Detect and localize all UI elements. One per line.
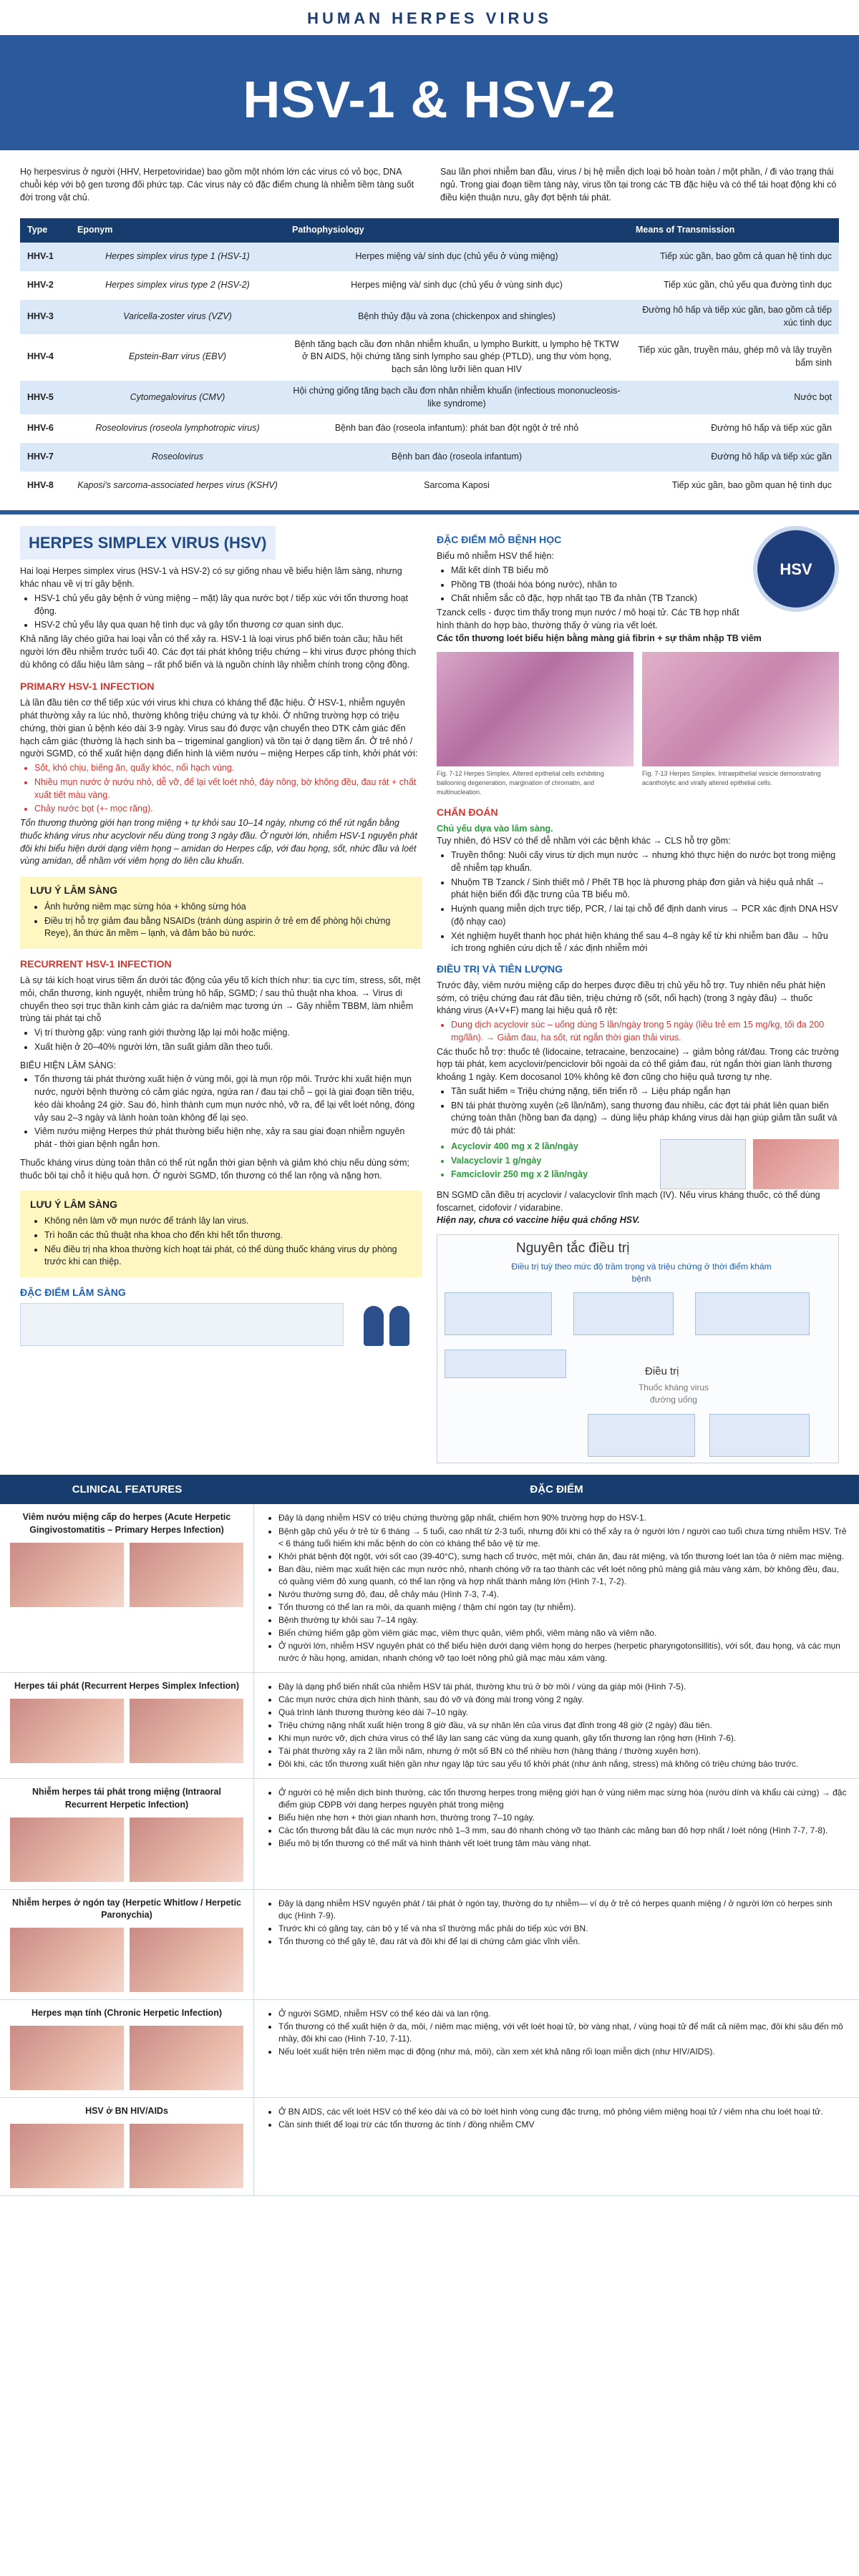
feature-item: • Cần sinh thiết để loại trừ các tổn thương ác tính / đồng nhiễm CMV <box>278 2119 848 2131</box>
table-row <box>20 334 839 381</box>
features-mini <box>20 1303 422 1346</box>
feature-label-cell <box>0 2000 254 2097</box>
feature-label-cell <box>0 1890 254 2000</box>
hsv-intro: Hai loại Herpes simplex virus (HSV-1 và HSV-2) có sự giống nhau về biểu hiện lâm sàng, nhưng khác nhau về vị trí gây bệnh. <box>20 566 402 590</box>
list-item: • Chất nhiễm sắc cô đặc, hợp nhất tạo TB đa nhân (TB Tzanck) <box>451 592 839 605</box>
table-cell: Cytomegalovirus (CMV) <box>70 381 285 415</box>
treatment-text-3: BN SGMD cần điều trị acyclovir / valacyclovir tĩnh mạch (IV). Nếu virus kháng thuốc, có thể dùng foscarnet, cidofovir / vidarabine. <box>437 1189 820 1213</box>
feature-item: • Nướu thường sưng đỏ, đau, dễ chảy máu (Hình 7-3, 7-4). <box>278 1589 848 1601</box>
table-row <box>20 472 839 500</box>
hsv-right-column <box>437 526 839 1463</box>
list-item: • Vị trí thường gặp: vùng ranh giới thường lặp lại môi hoặc miệng. <box>34 1027 422 1040</box>
diagnosis-list <box>437 849 839 955</box>
list-item: • Tần suất hiếm ≈ Triệu chứng nặng, tiến triển rõ → Liệu pháp ngắn hạn <box>451 1085 839 1098</box>
feature-item: • Ở người SGMD, nhiễm HSV có thể kéo dài và lan rộng. <box>278 2008 848 2020</box>
table-cell: HHV-8 <box>27 480 54 491</box>
treatment-text-2: Các thuốc hỗ trợ: thuốc tê (lidocaine, tetracaine, benzocaine) → giảm bỏng rát/đau. Trong các trường hợp tái phát, kem acyclovir/penciclovir bôi ngoài da có thể giảm đau, rút ngắn thời gian lành thương khoảng 1 ngày. Kem docosanol 10% không kê đơn cũng cho hiệu quả tương tự nhẹ. <box>437 1046 839 1083</box>
treatment-list-2 <box>437 1085 839 1138</box>
clinical-photo <box>10 2026 124 2090</box>
table-row <box>20 243 839 271</box>
feature-images <box>10 1699 243 1763</box>
clinical-photo <box>10 1818 124 1882</box>
feature-items <box>266 1787 848 1850</box>
feature-item: • Đây là dạng nhiễm HSV nguyên phát / tái phát ở ngón tay, thường do tự nhiễm— ví dụ ở trẻ có herpes quanh miệng / ở người lớn có herpes sinh dục (Hình 7-9). <box>278 1898 848 1922</box>
feature-item: • Đây là dạng phổ biến nhất của nhiễm HSV tái phát, thường khu trú ở bờ môi / vùng da giáp môi (Hình 7-5). <box>278 1681 848 1693</box>
table-cell: Sarcoma Kaposi <box>424 480 490 491</box>
histo-title: ĐẶC ĐIỂM MÔ BỆNH HỌC <box>437 534 562 546</box>
feature-row <box>0 1504 859 1672</box>
list-item: • HSV-2 chủ yếu lây qua quan hệ tình dục và gây tổn thương cơ quan sinh dục. <box>34 619 422 632</box>
hero-banner <box>0 0 859 150</box>
table-cell: Hội chứng giống tăng bạch cầu đơn nhân nhiễm khuẩn (infectious mononucleosis-like syndrome) <box>285 381 629 415</box>
table-cell: Tiếp xúc gần, bao gồm quan hệ tình dục <box>671 480 832 491</box>
table-row <box>20 381 839 415</box>
feature-items <box>266 1898 848 1948</box>
treatment-diagram <box>437 1234 839 1463</box>
recurrent-bullets <box>20 1027 422 1054</box>
feature-item: • Tổn thương có thể lan ra môi, da quanh miệng / thậm chí ngón tay (tự nhiễm). <box>278 1601 848 1614</box>
primary-title: PRIMARY HSV-1 INFECTION <box>20 680 155 693</box>
recurrent-signs-title: BIỂU HIỆN LÂM SÀNG: <box>20 1060 117 1070</box>
table-cell: Herpes miệng và/ sinh dục (chủ yếu ở vùng miệng) <box>285 243 629 271</box>
table-cell: Roseolovirus <box>70 443 285 472</box>
hsv-logo: HSV <box>753 526 839 612</box>
herpes-types-table <box>20 218 839 500</box>
list-item: • Không nên làm vỡ mụn nước để tránh lây lan virus. <box>44 1215 412 1228</box>
feature-item: • Bệnh gặp chủ yếu ở trẻ từ 6 tháng → 5 tuổi, cao nhất từ 2-3 tuổi, nhưng đôi khi có thể xảy ra ở người lớn / người cao tuổi chưa từng nhiễm HSV. Trẻ < 6 tháng tuổi hiếm khi mắc bệnh do còn có kháng thể bảo vệ từ mẹ. <box>278 1526 848 1550</box>
feature-detail-cell <box>254 2000 859 2097</box>
list-item: • Viêm nướu miệng Herpes thứ phát thường biểu hiện nhẹ, xảy ra sau giai đoạn nhiễm nguyên phát - thời gian bệnh ngắn hơn. <box>34 1126 422 1151</box>
diagram-box-6 <box>709 1414 810 1457</box>
hsv-title: HERPES SIMPLEX VIRUS (HSV) <box>20 526 276 560</box>
feature-images <box>10 1543 243 1607</box>
treatment-title: ĐIỀU TRỊ VÀ TIÊN LƯỢNG <box>437 963 563 975</box>
clinical-photo <box>130 1543 243 1607</box>
table-cell: Kaposi's sarcoma-associated herpes virus (KSHV) <box>77 480 278 491</box>
intro-right: Sau lần phơi nhiễm ban đầu, virus / bị hệ miễn dịch loại bỏ hoàn toàn / một phần, / đi vào trạng thái ngủ. Trong giai đoạn tiềm tàng này, virus tồn tại trong các TB đặc hiệu và có thể tái hoạt động khi có điều kiện thuận nưu, gây đợt bệnh tái phát. <box>440 167 837 203</box>
list-item: • Phồng TB (thoái hóa bóng nước), nhân to <box>451 579 839 592</box>
feature-item: • Đây là dạng nhiễm HSV có triệu chứng thường gặp nhất, chiếm hơn 90% trường hợp do HSV-1. <box>278 1512 848 1524</box>
feature-name: Viêm nướu miệng cấp do herpes (Acute Herpetic Gingivostomatitis – Primary Herpes Infection) <box>22 1512 231 1536</box>
table-row <box>20 414 839 443</box>
table-header: Pathophysiology <box>285 218 629 243</box>
clinical-note-2-title: LƯU Ý LÂM SÀNG <box>30 1199 118 1211</box>
feature-name: Nhiễm herpes ở ngón tay (Herpetic Whitlow / Herpetic Paronychia) <box>11 1897 242 1921</box>
hsv-bullets <box>20 592 422 632</box>
list-item: • Mất kết dính TB biểu mô <box>451 565 839 577</box>
clinical-note-1 <box>20 877 422 949</box>
histo-intro: Biểu mô nhiễm HSV thể hiện: <box>437 551 554 562</box>
table-cell: HHV-5 <box>20 381 70 415</box>
table-cell: Tiếp xúc gần, bao gồm cả quan hệ tình dục <box>629 243 839 271</box>
table-cell: HHV-6 <box>27 423 54 434</box>
feature-name: HSV ở BN HIV/AIDs <box>85 2105 168 2116</box>
list-item: • Nhiều mụn nước ở nướu nhỏ, dễ vỡ, để lại vết loét nhỏ, đáy nông, bờ không đều, đau rát + chất xuất tiết màu vàng. <box>34 776 422 802</box>
clinical-photo <box>10 1699 124 1763</box>
feature-item: • Ở người có hệ miễn dịch bình thường, các tổn thương herpes trong miệng giới hạn ở vùng niêm mạc sừng hóa (nướu dính và khẩu cái cứng) → đặc điểm giúp CĐPB với dạng herpes nguyên phát trong miệng <box>278 1787 848 1811</box>
feature-row <box>0 1673 859 1779</box>
feature-row <box>0 1779 859 1890</box>
diagram-subtitle: Điều trị tuỳ theo mức độ trầm trọng và triệu chứng ở thời điểm khám bệnh <box>511 1262 772 1284</box>
table-header: Type <box>20 218 70 243</box>
features-header <box>0 1475 859 1504</box>
feature-items <box>266 1681 848 1770</box>
table-cell: Herpes simplex virus type 2 (HSV-2) <box>105 280 250 291</box>
recurrent-text: Là sự tái kích hoạt virus tiềm ẩn dưới tác động của yếu tố kích thích như: tia cực tím, stress, sốt, mệt mỏi, chấn thương, kinh nguyệt, nhiễm trùng hô hấp, SGMD; / sau thủ thuật nha khoa. → Virus di chuyển theo sợi trục thần kinh cảm giác ra da/niêm mạc tương ứn → Gây nhiễm TBBM, làm nhiễm trùng tái phát tại chỗ <box>20 975 421 1024</box>
feature-name: Nhiễm herpes tái phát trong miệng (Intraoral Recurrent Herpetic Infection) <box>32 1787 221 1810</box>
feature-items <box>266 1512 848 1664</box>
feature-item: • Quá trình lành thương thường kéo dài 7–10 ngày. <box>278 1707 848 1719</box>
people-icon <box>351 1303 422 1346</box>
feature-detail-cell <box>254 1673 859 1778</box>
feature-item: • Biểu hiện nhẹ hơn + thời gian nhanh hơn, thường trong 7–10 ngày. <box>278 1812 848 1824</box>
table-cell: Nước bọt <box>629 381 839 415</box>
feature-item: • Khi mụn nước vỡ, dịch chứa virus có thể lây lan sang các vùng da xung quanh, gây tổn thương lan rộng hơn (Hình 7-6). <box>278 1732 848 1745</box>
feature-images <box>10 1818 243 1882</box>
clinical-features-title: ĐẶC ĐIỂM LÂM SÀNG <box>20 1287 126 1299</box>
histo-image-2 <box>642 652 839 766</box>
clinical-photo <box>130 1928 243 1992</box>
diagnosis-text: Tuy nhiên, đó HSV có thể dễ nhầm với các bệnh khác → CLS hỗ trợ gồm: <box>437 836 731 847</box>
feature-item: • Ban đầu, niêm mạc xuất hiện các mụn nước nhỏ, nhanh chóng vỡ ra tạo thành các vết loét nông phủ màng giả màu vàng xám, bờ không đều, đau, có quầng viêm đỏ xung quanh, có thể lan rộng và hợp nhất thành mảng lớn (Hình 7-1, 7-2). <box>278 1563 848 1588</box>
list-item: • Nhuộm TB Tzanck / Sinh thiết mô / Phết TB học là phương pháp đơn giản và hiệu quả nhất → phát hiện biến đổi đặc trưng của TB biểu mô. <box>451 877 839 902</box>
list-item: • Xét nghiệm huyết thanh học phát hiện kháng thể sau 4–8 ngày kể từ khi nhiễm ban đầu → hữu ích trong nghiên cứu dịch tễ / xác định nhiễm mới <box>451 930 839 956</box>
list-item: • Điều trị hỗ trợ giảm đau bằng NSAIDs (tránh dùng aspirin ở trẻ em để phòng hội chứng Reye), ăn thức ăn mềm – lạnh, và đảm bảo bù nước. <box>44 915 412 941</box>
list-item: • Sốt, khó chịu, biếng ăn, quấy khóc, nổi hạch vùng. <box>34 762 422 775</box>
feature-detail-cell <box>254 2098 859 2195</box>
table-cell: HHV-3 <box>20 300 70 334</box>
list-item: • Chảy nước bọt (+- mọc răng). <box>34 803 422 816</box>
feature-item: • Bệnh thường tự khỏi sau 7–14 ngày. <box>278 1614 848 1626</box>
table-cell: Bệnh thủy đậu và zona (chickenpox and shingles) <box>285 300 629 334</box>
primary-bullets <box>20 762 422 816</box>
table-cell: HHV-1 <box>20 243 70 271</box>
table-row <box>20 300 839 334</box>
feature-item: • Đôi khi, các tổn thương xuất hiện gần như ngay lập tức sau yếu tố khởi phát (như ánh nắng, stress) mà không có triệu chứng báo trước. <box>278 1758 848 1770</box>
caption-2: Fig. 7-13 Herpes Simplex. Intraepithelial vesicle demonstrating acantholytic and virally altered epithelial cells. <box>642 770 821 787</box>
table-cell: HHV-2 <box>27 280 54 291</box>
feature-label-cell <box>0 1504 254 1672</box>
feature-item: • Biến chứng hiếm gặp gồm viêm giác mạc, viêm thực quản, viêm phổi, viêm màng não và viêm não. <box>278 1627 848 1639</box>
hero-kicker: HUMAN HERPES VIRUS <box>0 0 859 35</box>
feature-label-cell <box>0 2098 254 2195</box>
diagram-box-3 <box>695 1292 810 1335</box>
table-cell: Đường hô hấp và tiếp xúc gần, bao gồm cả tiếp xúc tình dục <box>629 300 839 334</box>
diagram-footer-1: Điều trị <box>645 1365 679 1378</box>
feature-detail-cell <box>254 1504 859 1672</box>
table-header: Eponym <box>70 218 285 243</box>
recurrent-signs <box>20 1073 422 1151</box>
diagram-box-5 <box>588 1414 695 1457</box>
features-header-left: CLINICAL FEATURES <box>72 1483 183 1496</box>
list-item: • Tổn thương tái phát thường xuất hiện ở vùng môi, gọi là mụn rộp môi. Trước khi xuất hiện mụn nước, người bệnh thường có cảm giác ngứa, ngứa ran / đau tại chỗ – gọi là giai đoạn tiền triệu, kéo dài khoảng 24 giờ. Sau đó, hình thành cụm mụn nước nhỏ, vỡ ra, để lại vết loét nông, đóng vảy sau 2–3 ngày và lành hoàn toàn không để lại sẹo. <box>34 1073 422 1124</box>
intro-left: Họ herpesvirus ở người (HHV, Herpetoviridae) bao gồm một nhóm lớn các virus có vỏ bọc, DNA chuỗi kép với bộ gen tương đối phức tạp. Các virus này có đặc điểm chung là nhiễm tiềm tàng suốt đời trong vật chủ. <box>20 167 414 203</box>
list-item: • Truyền thống: Nuôi cấy virus từ dịch mụn nước → nhưng khó thực hiện do nước bọt trong miệng dễ nhiễm tạp khuẩn. <box>451 849 839 875</box>
treatment-list <box>437 1019 839 1045</box>
feature-row <box>0 1890 859 2001</box>
hsv-p2: Khả năng lây chéo giữa hai loại vẫn có thể xảy ra. HSV-1 là loại virus phổ biến toàn cầu; hầu hết người lớn đều nhiễm trước tuổi 40. Các đợt tái phát không triệu chứng – khi virus được phóng thích dù không có dấu hiệu lâm sàng – rất phổ biến và là nguồn chính lây nhiễm chính trong cộng đồng. <box>20 634 417 670</box>
table-cell: Herpes simplex virus type 1 (HSV-1) <box>70 243 285 271</box>
feature-item: • Trước khi có găng tay, cán bộ y tế và nha sĩ thường mắc phải do tiếp xúc với BN. <box>278 1923 848 1935</box>
list-item: • Huỳnh quang miễn dịch trực tiếp, PCR, / lai tại chỗ để định danh virus → PCR xác định DNA HSV (độ nhạy cao) <box>451 903 839 929</box>
feature-label-cell <box>0 1779 254 1889</box>
feature-row <box>0 2098 859 2196</box>
features-table <box>0 1504 859 2195</box>
mini-table <box>20 1303 344 1346</box>
clinical-photo <box>10 1928 124 1992</box>
diagnosis-title: CHẨN ĐOÁN <box>437 806 498 818</box>
feature-detail-cell <box>254 1779 859 1889</box>
table-cell: Bệnh tăng bạch cầu đơn nhân nhiễm khuẩn, u lympho Burkitt, u lympho hệ TKTW ở BN AIDS, hội chứng tăng sinh lympho sau ghép (PTLD), ung thư vòm họng, bạch sản lông lưỡi liên quan HIV <box>294 338 619 374</box>
feature-items <box>266 2008 848 2058</box>
treatment-text: Trước đây, viêm nướu miệng cấp do herpes được điều trị chủ yếu hỗ trợ. Tuy nhiên nếu phát hiện sớm, có triệu chứng đau rát đầu tiên, triệu chứng rõ (sốt, nổi hạch) (trong 3 ngày đầu) → thuốc kháng virus (A+V+F) mang lại hiệu quả rõ rệt: <box>437 980 825 1016</box>
list-item: • BN tái phát thường xuyên (≥6 lần/năm), sang thương đau nhiều, các đợt tái phát liên quan biến chứng toàn thân (hồng ban đa dạng) → dùng liệu pháp kháng virus dài hạn giúp giảm tần suất và mức độ tái phát: <box>451 1100 839 1138</box>
list-item: • Trì hoãn các thủ thuật nha khoa cho đến khi hết tổn thương. <box>44 1229 412 1242</box>
hsv-section <box>0 514 859 1463</box>
dose-list <box>437 1139 653 1183</box>
feature-row <box>0 2000 859 2098</box>
hsv-left-column <box>20 526 422 1463</box>
feature-images <box>10 2026 243 2090</box>
histo-text: Tzanck cells - được tìm thấy trong mụn nước / mô hoại tử. Các TB hợp nhất hình thành do hợp bào, thường thấy ở vùng rìa vết loét. <box>437 608 739 630</box>
list-item: • Nếu điều trị nha khoa thường kích hoạt tái phát, có thể dùng thuốc kháng virus dự phòng trước khi can thiệp. <box>44 1244 412 1269</box>
caption-1: Fig. 7-12 Herpes Simplex. Altered epithelial cells exhibiting ballooning degeneration, margination of chromatin, and multinucleation. <box>437 770 604 796</box>
list-item: • Acyclovir 400 mg x 2 lần/ngày <box>451 1141 653 1153</box>
feature-detail-cell <box>254 1890 859 2000</box>
feature-item: • Tái phát thường xảy ra 2 lần mỗi năm, nhưng ở một số BN có thể nhiều hơn (hàng tháng / thường xuyên hơn). <box>278 1745 848 1757</box>
table-row <box>20 271 839 300</box>
table-cell: HHV-7 <box>20 443 70 472</box>
table-cell: Bệnh ban đào (roseola infantum): phát ban đột ngột ở trẻ nhỏ <box>334 423 579 434</box>
table-header: Means of Transmission <box>629 218 839 243</box>
feature-item: • Biểu mô bị tổn thương có thể mất và hình thành vết loét trung tâm màu vàng nhạt. <box>278 1838 848 1850</box>
page-title: HSV-1 & HSV-2 <box>243 72 616 130</box>
diagram-box-1 <box>445 1292 552 1335</box>
clinical-photo <box>10 2124 124 2188</box>
feature-images <box>10 1928 243 1992</box>
feature-item: • Khởi phát bệnh đột ngột, với sốt cao (39-40°C), sưng hạch cổ trước, mệt mỏi, chán ăn, đau rát miệng, và tổn thương loét lan tỏa ở niêm mạc miệng. <box>278 1551 848 1563</box>
clinical-note-2 <box>20 1191 422 1277</box>
intro-section <box>0 150 859 214</box>
feature-name: Herpes tái phát (Recurrent Herpes Simplex Infection) <box>14 1680 239 1691</box>
table-cell: Đường hô hấp và tiếp xúc gần <box>711 423 832 434</box>
diagram-title: Nguyên tắc điều trị <box>516 1241 630 1257</box>
list-item: • Ảnh hưởng niêm mạc sừng hóa + không sừng hóa <box>44 901 412 914</box>
feature-item: • Tổn thương có thể xuất hiện ở da, môi, / niêm mạc miệng, với vết loét hoại tử, bờ vàng nhạt, / vùng hoại tử để mất cả niêm mạc, đôi khi sâu đến mô nhầy, đôi khi cao (Hình 7-10, 7-11). <box>278 2021 848 2045</box>
clinical-note-1-title: LƯU Ý LÂM SÀNG <box>30 884 118 897</box>
diagram-box-2 <box>573 1292 674 1335</box>
table-row <box>20 443 839 472</box>
clinical-photo <box>130 2124 243 2188</box>
feature-item: • Các mụn nước chứa dịch hình thành, sau đó vỡ và đóng mài trong vòng 2 ngày. <box>278 1694 848 1706</box>
list-item: • Valacyclovir 1 g/ngày <box>451 1155 653 1168</box>
feature-name: Herpes mạn tính (Chronic Herpetic Infection) <box>31 2008 222 2019</box>
clinical-photo <box>130 2026 243 2090</box>
feature-item: • Nếu loét xuất hiện trên niêm mạc di động (như má, môi), cần xem xét khả năng rối loạn miễn dịch (như HIV/AIDS). <box>278 2046 848 2058</box>
primary-end: Tổn thương thường giới hạn trong miệng + tự khỏi sau 10–14 ngày, nhưng có thể rút ngắn bằng thuốc kháng virus như acyclovir nếu dùng trong 3 ngày đầu. Ở người lớn, nhiễm HSV-1 nguyên phát đôi khi biểu hiện dưới dạng viêm họng – amidan do Herpes cấp, với đau họng, sốt, nhức đầu và loét vùng amidan, dễ nhầm với viêm họng do liên cầu khuẩn. <box>20 818 417 867</box>
table-cell: Đường hô hấp và tiếp xúc gần <box>629 443 839 472</box>
table-cell: Varicella-zoster virus (VZV) <box>70 300 285 334</box>
list-item: • Dung dịch acyclovir súc – uống dùng 5 lần/ngày trong 5 ngày (liều trẻ em 15 mg/kg, tối đa 200 mg/lần). → Giảm đau, ha sốt, rút ngắn thời gian thải virus. <box>451 1019 839 1045</box>
clinical-photo <box>130 1818 243 1882</box>
table-cell: Herpes miệng và/ sinh dục (chủ yếu ở vùng sinh dục) <box>351 280 563 291</box>
clinical-photo <box>130 1699 243 1763</box>
table-cell: Tiếp xúc gần, chủ yếu qua đường tình dục <box>663 280 832 291</box>
primary-text: Là lần đầu tiên cơ thể tiếp xúc với virus khi chưa có kháng thể đặc hiệu. Ở HSV-1, nhiễm nguyên phát thường xảy ra lúc nhỏ, thường không triệu chứng và tự khỏi. Ở những trường hợp có triệu chứng, thời gian ủ bệnh kéo dài 3-9 ngày. Virus sau đó được vận chuyển theo DTK cảm giác đến hạch cảm giác (thường là hạch sinh ba – trigeminal ganglion) và tồn tại ở dạng tiềm ẩn. Ở trẻ nhỏ / người SGMD, có thể xuất hiện dạng điển hình là viêm nướu – miệng Herpes cấp tính, khởi phát với: <box>20 698 418 759</box>
diagram-footer-2: Thuốc kháng virus đường uống <box>638 1382 709 1405</box>
table-cell: Tiếp xúc gần, truyền máu, ghép mô và lây truyền bẩm sinh <box>638 345 832 369</box>
histo-image-1 <box>437 652 634 766</box>
table-cell: Bệnh ban đào (roseola infantum) <box>285 443 629 472</box>
list-item: • HSV-1 chủ yếu gây bệnh ở vùng miệng – mặt) lây qua nước bọt / tiếp xúc với tổn thương hoạt động. <box>34 592 422 618</box>
table-cell: Epstein-Barr virus (EBV) <box>128 351 227 362</box>
feature-items <box>266 2106 848 2131</box>
feature-item: • Triệu chứng nặng nhất xuất hiện trong 8 giờ đầu, và sự nhân lên của virus đạt đỉnh trong 48 giờ (2 ngày) đầu tiên. <box>278 1719 848 1732</box>
histo-bold: Các tổn thương loét biểu hiện bằng màng giả fibrin + sự thâm nhập TB viêm <box>437 633 762 643</box>
table-cell: HHV-4 <box>27 351 54 362</box>
feature-images <box>10 2124 243 2188</box>
feature-item: • Ở người lớn, nhiễm HSV nguyên phát có thể biểu hiện dưới dạng viêm họng do herpes (herpetic pharyngotonsillitis), với sốt, đau họng, và các mụn nước ở hầu họng, amidan, nhanh chóng vỡ tạo loét nông phủ giả mạc màu xám vàng. <box>278 1640 848 1664</box>
table-cell: Roseolovirus (roseola lymphotropic virus) <box>95 423 260 434</box>
feature-item: • Tổn thương có thể gây tê, đau rát và đôi khi để lại di chứng cảm giác vĩnh viễn. <box>278 1936 848 1948</box>
features-header-right: ĐẶC ĐIỂM <box>530 1483 583 1496</box>
list-item: • Xuất hiện ở 20–40% người lớn, tần suất giảm dần theo tuổi. <box>34 1041 422 1054</box>
histo-photos <box>437 652 839 796</box>
feature-item: • Ở BN AIDS, các vết loét HSV có thể kéo dài và có bờ loét hình vòng cung đặc trưng, mô phỏng viêm miệng hoại tử / viêm nha chu loét hoại tử. <box>278 2106 848 2118</box>
list-item: • Famciclovir 250 mg x 2 lần/ngày <box>451 1169 653 1181</box>
recurrent-end: Thuốc kháng virus dùng toàn thân có thể rút ngắn thời gian bệnh và giảm khó chịu nếu dùng sớm; thuốc bôi tại chỗ ít hiệu quả hơn. Ở người SGMD, tổn thương có thể lan rộng và nặng hơn. <box>20 1157 409 1181</box>
recurrent-title: RECURRENT HSV-1 INFECTION <box>20 958 172 970</box>
doses-block <box>437 1139 839 1189</box>
diagram-box-4 <box>445 1350 566 1378</box>
lip-image <box>753 1139 839 1189</box>
feature-label-cell <box>0 1673 254 1778</box>
diagnosis-sub: Chủ yếu dựa vào lâm sàng. <box>437 823 553 834</box>
clinical-photo <box>10 1543 124 1607</box>
drug-image <box>660 1139 746 1189</box>
feature-item: • Các tổn thương bắt đầu là các mụn nước nhỏ 1–3 mm, sau đó nhanh chóng vỡ tạo thành các mảng ban đỏ hợp nhất / loét nông (Hình 7-7, 7-8). <box>278 1825 848 1837</box>
vaccine-note: Hiện nay, chưa có vaccine hiệu quả chống HSV. <box>437 1215 640 1226</box>
